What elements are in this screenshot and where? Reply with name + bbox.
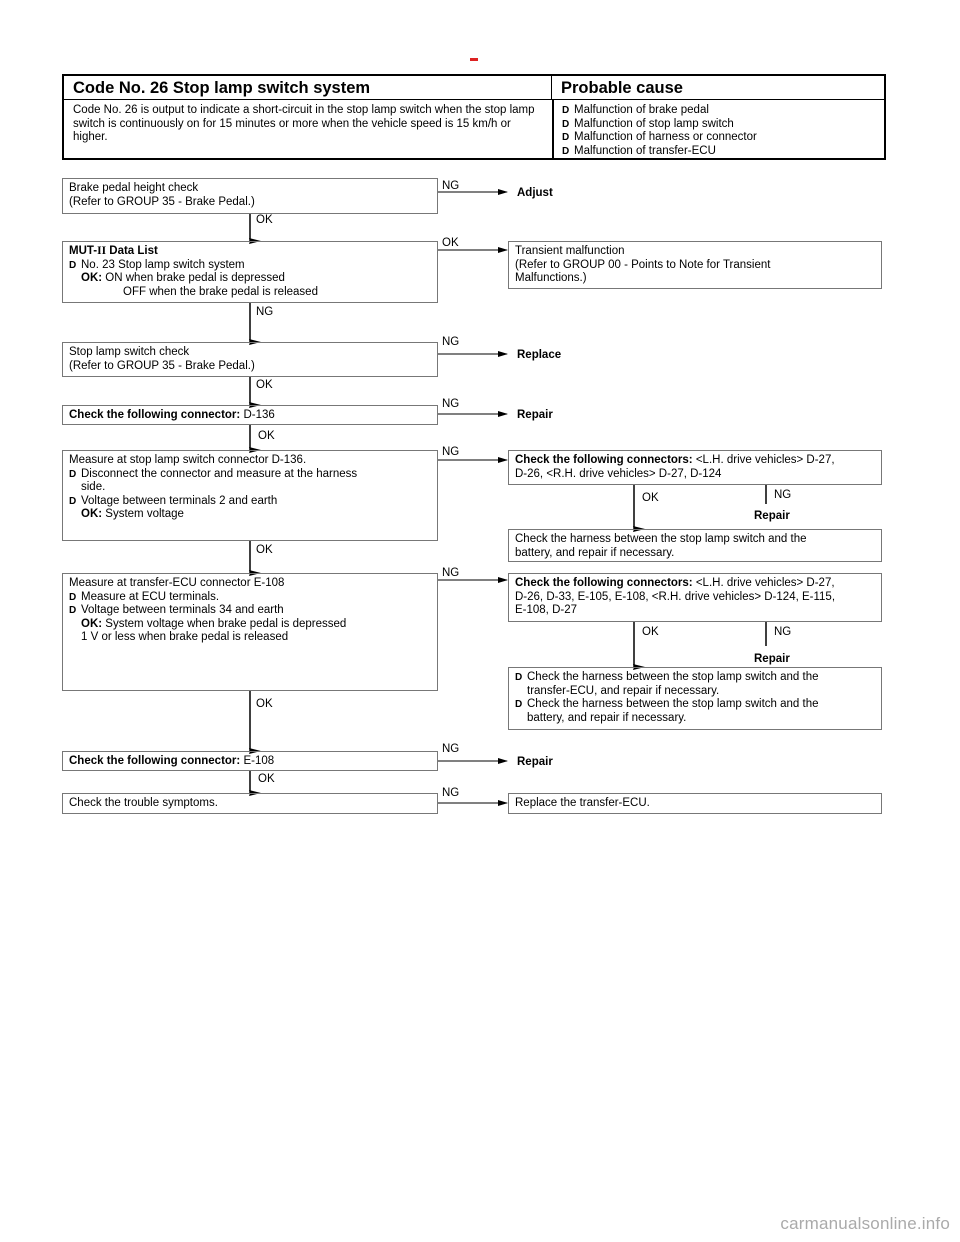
ok-label: OK [256,544,273,556]
ng-label: NG [442,787,460,799]
step-brake-pedal-height-check: Brake pedal height check (Refer to GROUP 35 - Brake Pedal.) [62,178,438,214]
code-description: Code No. 26 is output to indicate a short-circuit in the stop lamp switch when the stop lamp switch is continuously on for 15 minutes or more when the vehicle speed is 15 km/h or higher. [73,104,535,143]
ok-label: OK [642,492,659,504]
step-measure-transfer-ecu: Measure at transfer-ECU connector E-108 D Measure at ECU terminals. D Voltage between terminals 34 and earth OK: System voltage when brake pedal is depressed 1 V or less when brake pedal is released [62,573,438,691]
result-repair: Repair [754,510,790,522]
result-adjust: Adjust [517,187,553,199]
result-replace-transfer-ecu: Replace the transfer-ECU. [508,793,882,814]
ok-label: OK [642,626,659,638]
step-check-trouble-symptoms: Check the trouble symptoms. [62,793,438,814]
ng-label: NG [442,180,460,192]
bullet-icon: D [562,105,570,116]
cause-header: Probable cause [552,76,884,100]
bullet-icon: D [69,259,77,271]
ok-label: OK [256,214,273,226]
step-mut-data-list: MUT-II Data List D No. 23 Stop lamp switch system OK: ON when brake pedal is depressed OFF when the brake pedal is released [62,241,438,303]
ng-label: NG [256,306,274,318]
bullet-icon: D [69,605,77,616]
bullet-icon: D [515,699,523,710]
bullet-icon: D [562,145,570,157]
cause-item: D Malfunction of brake pedal [562,104,709,116]
result-transient-malfunction: Transient malfunction (Refer to GROUP 00 - Points to Note for Transient Malfunctions.) [508,241,882,289]
bullet-icon: D [515,672,523,683]
ok-label: OK [256,698,273,710]
step-stop-lamp-switch-check: Stop lamp switch check (Refer to GROUP 35 - Brake Pedal.) [62,342,438,377]
bullet-icon: D [562,118,570,130]
ng-label: NG [442,336,460,348]
step-check-connectors-d27: Check the following connectors: <L.H. drive vehicles> D-27, D-26, <R.H. drive vehicles> D-27, D-124 [508,450,882,485]
cause-item: D Malfunction of stop lamp switch [562,117,734,130]
ok-label: OK [258,773,275,785]
watermark: carmanualsonline.info [780,1214,950,1233]
result-replace: Replace [517,349,562,361]
cause-item: D Malfunction of transfer-ECU [562,144,716,157]
ok-label: OK [258,430,275,442]
result-repair: Repair [754,653,790,665]
ng-label: NG [442,446,460,458]
bullet-icon: D [69,495,77,507]
ng-label: NG [442,743,460,755]
step-measure-stop-lamp-connector: Measure at stop lamp switch connector D-136. D Disconnect the connector and measure at the harness side. D Voltage between terminals 2 and earth OK: System voltage [62,450,438,541]
ng-label: NG [774,489,792,501]
result-repair: Repair [517,756,553,768]
ng-label: NG [442,398,460,410]
ok-label: OK [442,237,459,249]
bullet-icon: D [562,132,570,143]
code-header: Code No. 26 Stop lamp switch system [64,76,552,100]
result-repair: Repair [517,409,553,421]
ok-label: OK [256,379,273,391]
ng-label: NG [774,626,792,638]
bullet-icon: D [69,468,77,480]
step-check-harness-ecu: D Check the harness between the stop lamp switch and the transfer-ECU, and repair if necessary. D Check the harness between the stop lamp switch and the battery, and repair if necessary. [508,667,882,730]
step-check-connector-d136: Check the following connector: D-136 [62,405,438,425]
step-check-connectors-ecu: Check the following connectors: <L.H. drive vehicles> D-27, D-26, D-33, E-105, E-108, <R.H. drive vehicles> D-124, E-115, E-108, D-27 [508,573,882,622]
step-check-connector-e108: Check the following connector: E-108 [62,751,438,771]
ng-label: NG [442,567,460,579]
cause-item: D Malfunction of harness or connector [562,131,757,143]
step-check-harness-battery: Check the harness between the stop lamp switch and the battery, and repair if necessary. [508,529,882,562]
bullet-icon: D [69,591,77,603]
